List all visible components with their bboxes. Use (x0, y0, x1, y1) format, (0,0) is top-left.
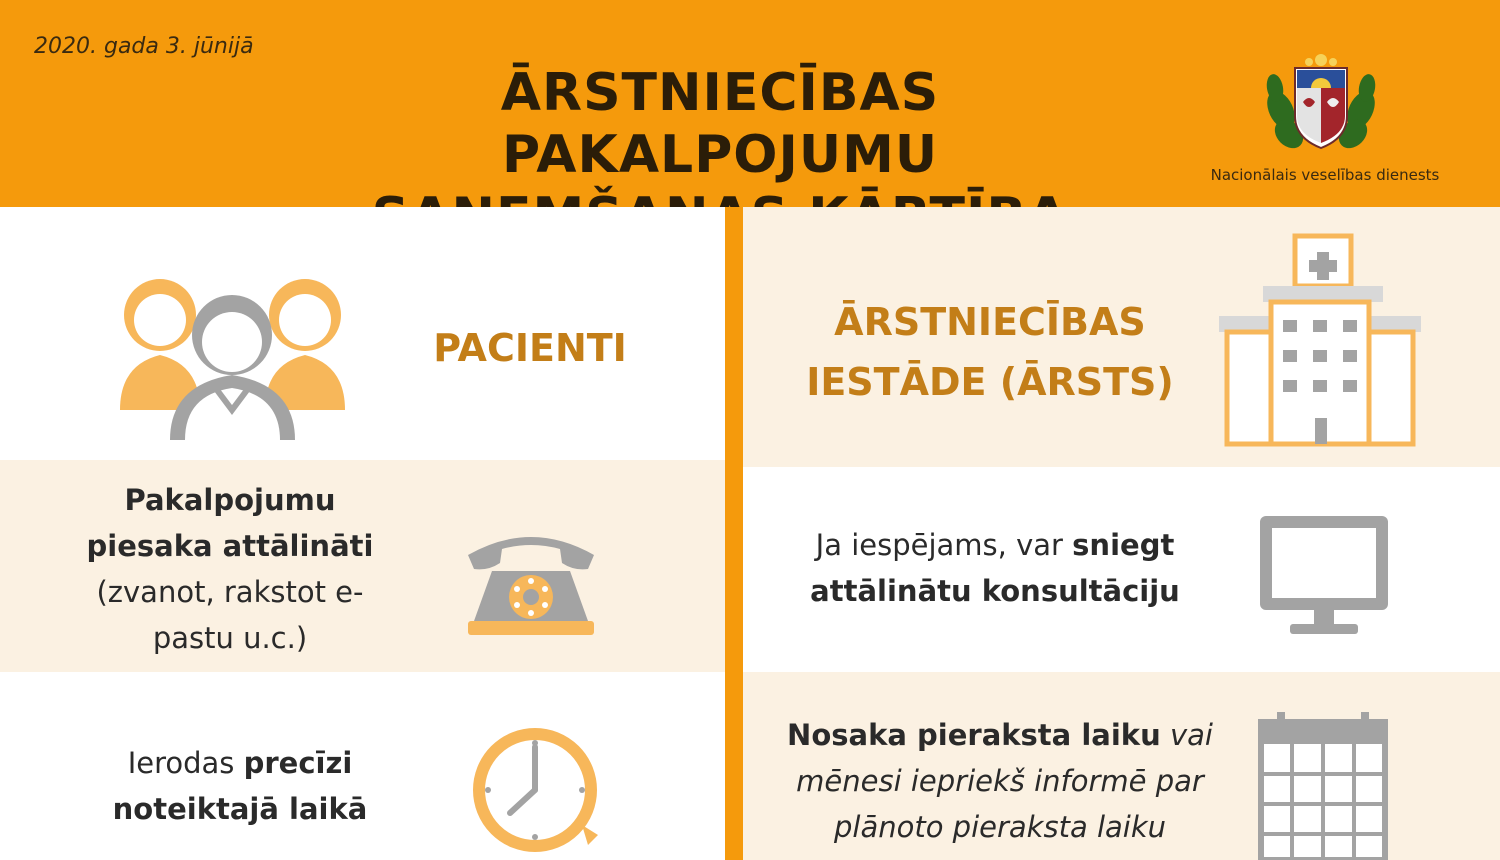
column-divider (725, 207, 743, 860)
right-row-2-text (780, 712, 1220, 850)
title-line-1: ĀRSTNIECĪBAS PAKALPOJUMU (500, 63, 940, 185)
pacienti-heading: PACIENTI (433, 326, 627, 370)
date-label: 2020. gada 3. jūnijā (34, 34, 254, 59)
iestade-heading (800, 292, 1180, 412)
right-row-2-bold: Nosaka pieraksta laiku (787, 718, 1161, 752)
iestade-heading-line-1: ĀRSTNIECĪBAS (834, 300, 1146, 344)
iestade-heading-line-2: IESTĀDE (ĀRSTS) (806, 360, 1174, 404)
coat-of-arms-logo (1265, 38, 1377, 156)
left-row-2-bold: precīzi noteiktajā laikā (112, 746, 368, 826)
left-row-1-normal: (zvanot, rakstot e-pastu u.c.) (96, 575, 364, 655)
right-row-1-text (790, 522, 1200, 614)
clock-icon (470, 725, 605, 860)
left-row-1-text (60, 477, 400, 661)
header-banner (0, 0, 1500, 207)
left-row-1-bold: Pakalpojumu piesaka attālināti (86, 483, 374, 563)
hospital-icon (1215, 232, 1425, 452)
left-row-2-text (70, 740, 410, 832)
right-row-2-italic: vai mēnesi iepriekš informē par plānoto pieraksta laiku (796, 718, 1213, 844)
right-row-1-bold: sniegt attālinātu konsultāciju (810, 528, 1180, 608)
left-row-2-normal: Ierodas (127, 746, 244, 780)
calendar-icon (1255, 712, 1395, 860)
people-group-icon (105, 240, 360, 440)
org-name: Nacionālais veselības dienests (1210, 166, 1440, 184)
right-row-1-normal: Ja iespējams, var (815, 528, 1073, 562)
telephone-icon (462, 525, 600, 637)
monitor-icon (1256, 512, 1392, 638)
